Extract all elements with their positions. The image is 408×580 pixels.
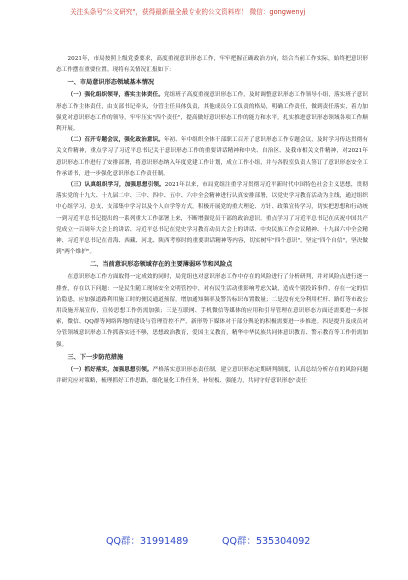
section-1-paragraph-2 xyxy=(56,135,368,180)
footer-qq-group-1: QQ群：31991489 xyxy=(106,536,189,547)
section-1-heading: 一、市局意识形态领域基本情况 xyxy=(67,79,155,87)
section-2-heading: 二、当前意识形态领域存在的主要薄弱环节和风险点 xyxy=(90,261,233,269)
header-banner xyxy=(0,0,408,24)
section-2-paragraph: 在意识形态工作方面取得一定成效的同时，局党组也对意识形态工作中存在的风险进行了分析研判，并对风险点进行逐一排查，存在以下问题：一是民生随工现场安全文明管控中，对有民生活动重影响考虑欠缺，造成个别投诉事件，存在一定的信访隐患，应加强道路利用施工时的便民通道预留，增加通知频率及警告标识布置数量；二是没有充分利用栏杆、路灯等市政公用设施开展宣传，宣传思想工作仍需加强；三是互联网、手机微信等媒体的应用和引导管理在意识形态方面还需要进一步探索，微信、QQ群等网络阵地的建设与管理管控不严，新形势下媒体对于部分舆论的积极需要进一步推进。四是提升及成员对分管领域意识形态工作抓落实还不够，思想政治教育，爱国主义教育，精华中华民族共同体意识教育、警示教育等工作仍需加强。 xyxy=(56,274,368,348)
section-3-paragraph-1 xyxy=(56,365,368,387)
footer-contact xyxy=(0,533,408,549)
paragraph-lead: （一）抓好落实，加强思想引领。 xyxy=(67,366,153,373)
paragraph-lead: （一）强化组织领导，落实主体责任。 xyxy=(67,92,164,99)
paragraph-lead: （二）召开专题会议，强化政治意识。 xyxy=(67,137,164,144)
paragraph-lead: （三）认真组织学习，加强思想引领。 xyxy=(67,182,165,189)
intro-paragraph: 2021年，市局按照上级党委要求，高度重视意识形态工作，牢牢把握正确政治方向，结合当前工作实际，始终把意识形态工作摆在重要位置。现将有关情况汇报如下： xyxy=(56,56,368,74)
section-1-paragraph-3 xyxy=(56,180,368,258)
paragraph-body: 党组班子高度重视意识形态工作，及时调整意识形态工作领导小组，落实班子意识形态工作主体责任，由支部书记牵头，分管主任具体负责，其他成员分工负责的格局，明确工作责任，做到责任落实，着力加强党对意识形态工作的领导，牢牢压实"四个责任"，提高做好意识形态工作的能力和水平，扎实推进意识形态领域各项工作顺利开展。 xyxy=(56,92,368,133)
document-body xyxy=(56,54,368,387)
paragraph-body: 严格落实意识形态责任制，建立意识形态定期研判制度，认真总结分析存在的风险问题并研究应对策略，梳理抓好工作思路，细化量化工作任务，补短板、强能力，共同守好意识形态"责任 xyxy=(56,366,368,385)
paragraph-body: 2021年以来，市局党组注重学习贯彻习近平新时代中国特色社会主义思想，贯彻落实党的十九大、十九届二中、三中、四中、五中、六中全会精神进行认真安排部署，以党史学习教育活动为主线，通过组织中心组学习，总支、支部集中学习以及个人自学等方式，积极开展党的重大理论、方针、政策宣传学习，切实把思想和行动统一到习近平总书记提出的一系列重大工作部署上来，不断增强党员干部的政治意识。重点学习了习近平总书记在庆祝中国共产党成立一百周年大会上的讲话、习近平总书记在党史学习教育动员大会上的讲话、中央民族工作会议精神、十九届六中全会精神、习近平总书记在青海、西藏、河北、陕西考察时的重要讲话精神等内容，切实树牢"四个意识"，坚定"四个自信"，坚决做到"两个维护"。 xyxy=(56,182,368,256)
footer-qq-group-2: QQ群：535304092 xyxy=(222,536,311,547)
section-1-paragraph-1 xyxy=(56,90,368,135)
banner-text: 关注头条号"公文研究"，获得最新最全最专业的公文资料库！ 微信：gongwenyj xyxy=(70,8,306,16)
section-3-heading: 三、下一步防范措施 xyxy=(67,353,124,361)
paragraph-body: 年初、年中组织全体干部职工召开了意识形态工作专题会议，及时学习传达贯彻有关文件精神，重点学习了习近平总书记关于意识形态工作的重要讲话精神和中央、自治区、及我市相关文件精神，对2021年意识形态工作进行了安排部署，将意识形态纳入年度党建工作计划，成立工作小组，并与各股室负责人签订了意识形态安全工作承诺书，进一步强化意识形态工作责任制。 xyxy=(56,137,368,177)
